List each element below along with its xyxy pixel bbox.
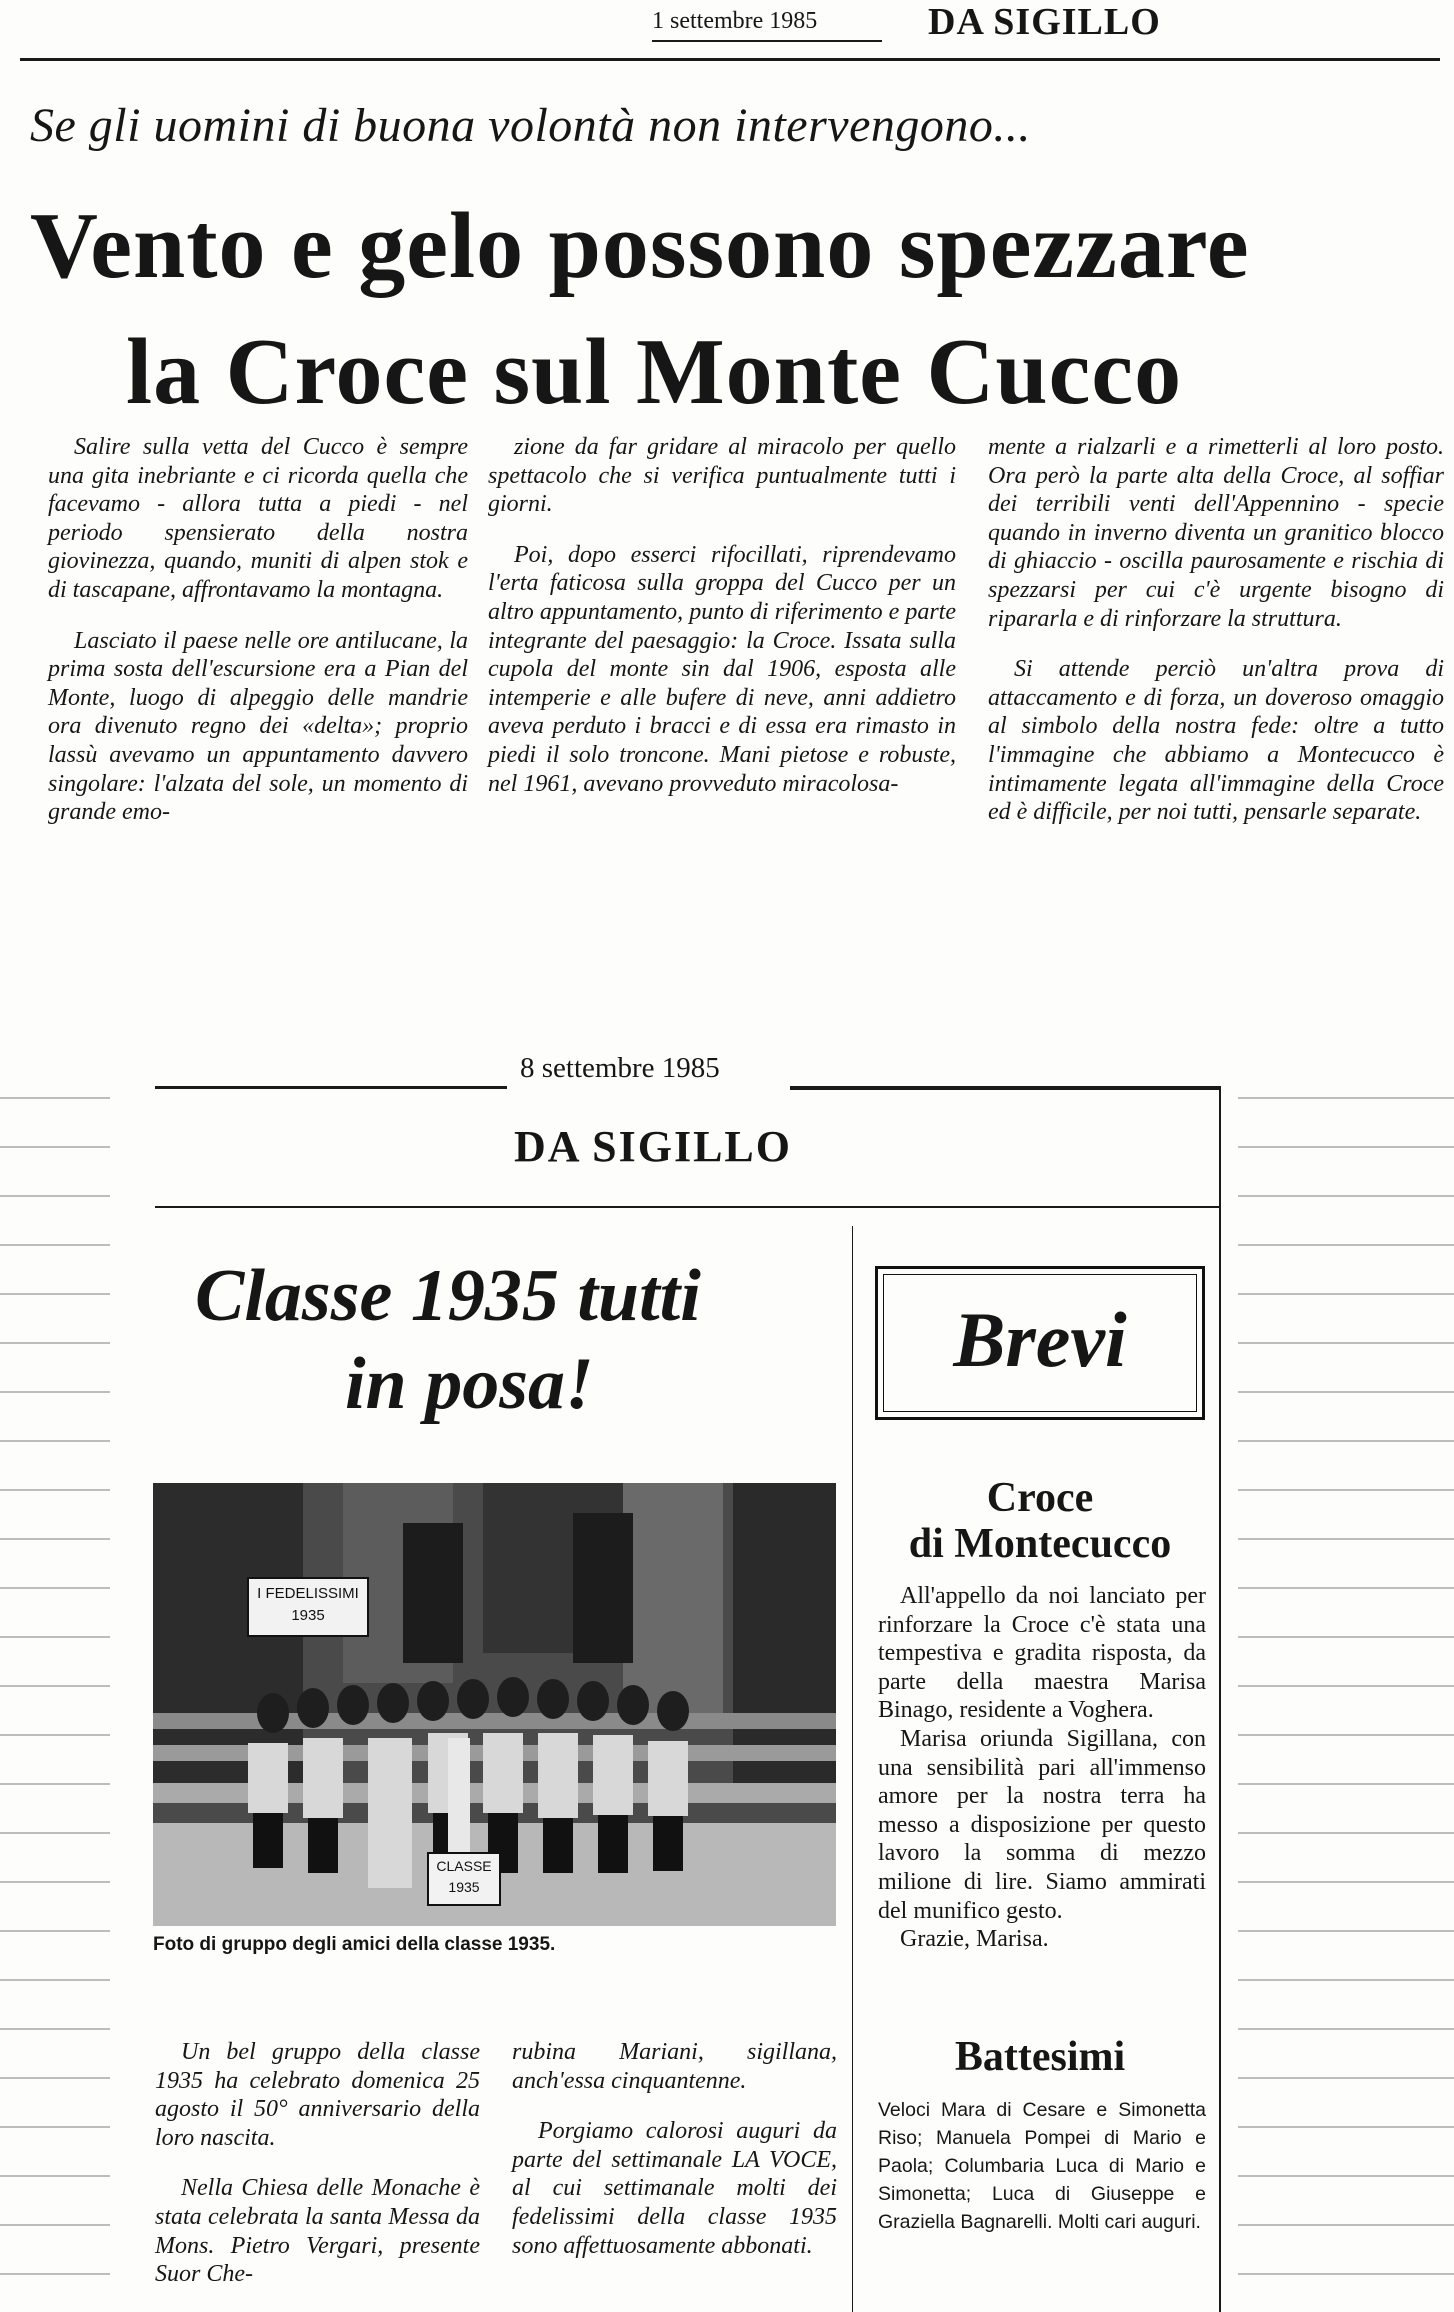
clip2-colB-para-2: Porgiamo calorosi auguri da parte del settimanale LA VOCE, al cui settimanale molti dei fedelissimi della classe 1935 sono affettuosamente abbonati. — [512, 2118, 837, 2259]
clip2-section-rule — [155, 1206, 1220, 1208]
photo-sign-fedelissimi: I FEDELISSIMI 1935 — [257, 1585, 359, 1624]
brevi-item1-para-3: Grazie, Marisa. — [900, 1926, 1049, 1953]
clip2-section: DA SIGILLO — [514, 1122, 792, 1171]
brevi-item1-text — [878, 1582, 1206, 1954]
clip1-headline-line1: Vento e gelo possono spezzare — [30, 194, 1250, 298]
photo-caption: Foto di gruppo degli amici della classe 1935. — [153, 1934, 556, 1955]
clip2-column-b — [512, 2038, 837, 2282]
brevi-item2-text: Veloci Mara di Cesare e Simonetta Riso; Manuela Pompei di Mario e Paola; Columbaria Luca di Mario e Simonetta; Luca di Giuseppe e Graziella Bagnarelli. Molti cari auguri. — [878, 2099, 1206, 2233]
clip1-col2-para-1: zione da far gridare al miracolo per quello spettacolo che si verifica puntualmente tutti i giorni. — [488, 434, 956, 518]
clip1-col3-para-2: Si attende perciò un'altra prova di attaccamento e di forza, un doveroso omaggio al simbolo della nostra fede: oltre a tutto l'immagine che abbiamo a Montecucco è intimamente legata all'immagine della Croce ed è difficile, per noi tutti, pensarle separate. — [988, 656, 1444, 826]
clip1-column-2 — [488, 433, 956, 820]
clip1-column-1 — [48, 433, 468, 849]
brevi-item1-para-1: All'appello da noi lanciato per rinforzare la Croce c'è stata una tempestiva e gradita risposta, da parte della maestra Marisa Binago, residente a Voghera. — [878, 1583, 1206, 1724]
clip2-right-border — [1219, 1086, 1221, 2312]
clip1-dateline: 1 settembre 1985 — [652, 8, 818, 34]
brevi-item1-title-line2: di Montecucco — [908, 1521, 1172, 1567]
clip2-column-divider — [852, 1226, 853, 2312]
notebook-lines-right — [1238, 1050, 1454, 2312]
clip2-colB-para-1: rubina Mariani, sigillana, anch'essa cinquantenne. — [512, 2039, 837, 2094]
clip2-headline-line1: Classe 1935 tutti — [195, 1255, 701, 1337]
notebook-lines-left — [0, 1050, 110, 2312]
brevi-item2-title: Battesimi — [954, 2034, 1126, 2080]
clip2-colA-para-1: Un bel gruppo della classe 1935 ha celebrato domenica 25 agosto il 50° anniversario della loro nascita. — [155, 2039, 480, 2151]
clip2-dateline: 8 settembre 1985 — [520, 1052, 720, 1084]
group-photo — [153, 1483, 836, 1926]
clip2-dateline-rule-left — [155, 1086, 507, 1089]
photo-sign-classe: CLASSE 1935 — [436, 1858, 492, 1895]
brevi-title: Brevi — [953, 1296, 1127, 1383]
clip2-column-a — [155, 2038, 480, 2311]
clip1-col1-para-2: Lasciato il paese nelle ore antilucane, la prima sosta dell'escursione era a Pian del Monte, luogo di alpeggio delle mandrie ora divenuto regno dei «delta»; proprio lassù avevamo un appuntamento davvero singolare: l'alzata del sole, un momento di grande emo- — [48, 627, 468, 826]
clip1-column-3 — [988, 433, 1444, 849]
clip2-dateline-rule-right — [790, 1086, 1220, 1090]
clip1-col1-para-1: Salire sulla vetta del Cucco è sempre una gita inebriante e ci ricorda quella che facevamo - allora tutta a piedi - nel periodo spensierato della nostra giovinezza, quando, muniti di alpen stok e di tascapane, affrontavamo la montagna. — [48, 434, 468, 603]
clip1-section: DA SIGILLO — [928, 1, 1161, 43]
brevi-item1-para-2: Marisa oriunda Sigillana, con una sensibilità pari all'immenso amore per la nostra terra ha messo a disposizione per questo lavoro la somma di mezzo milione di lire. Siamo ammirati del munifico gesto. — [878, 1725, 1206, 1924]
clip1-kicker: Se gli uomini di buona volontà non intervengono... — [30, 99, 1031, 152]
clip1-col2-para-2: Poi, dopo esserci rifocillati, riprendevamo l'erta faticosa sulla groppa del Cucco per un altro appuntamento, punto di riferimento e parte integrante del paesaggio: la Croce. Issata sulla cupola del monte sin dal 1906, esposta alle intemperie e alle bufere di neve, anni addietro aveva perduto i bracci e di essa era rimasto in piedi il solo troncone. Mani pietose e robuste, nel 1961, avevano provveduto miracolosa- — [488, 541, 956, 797]
clip2-headline-line2: in posa! — [345, 1343, 594, 1425]
brevi-item1-title-line1: Croce — [986, 1475, 1094, 1521]
dateline-underline — [652, 40, 882, 42]
clip1-top-rule — [20, 58, 1440, 61]
clip2-colA-para-2: Nella Chiesa delle Monache è stata celebrata la santa Messa da Mons. Pietro Vergari, presente Suor Che- — [155, 2175, 480, 2288]
brevi-box — [875, 1266, 1205, 1420]
clip1-headline-line2: la Croce sul Monte Cucco — [126, 320, 1183, 424]
clip1-col3-para-1: mente a rialzarli e a rimetterli al loro posto. Ora però la parte alta della Croce, al soffiar dei terribili venti dell'Appennino - specie quando in inverno diventa un granitico blocco di ghiaccio - oscilla paurosamente e rischia di spezzarsi per cui c'è urgente bisogno di ripararla e di rinforzare la struttura. — [988, 434, 1444, 632]
